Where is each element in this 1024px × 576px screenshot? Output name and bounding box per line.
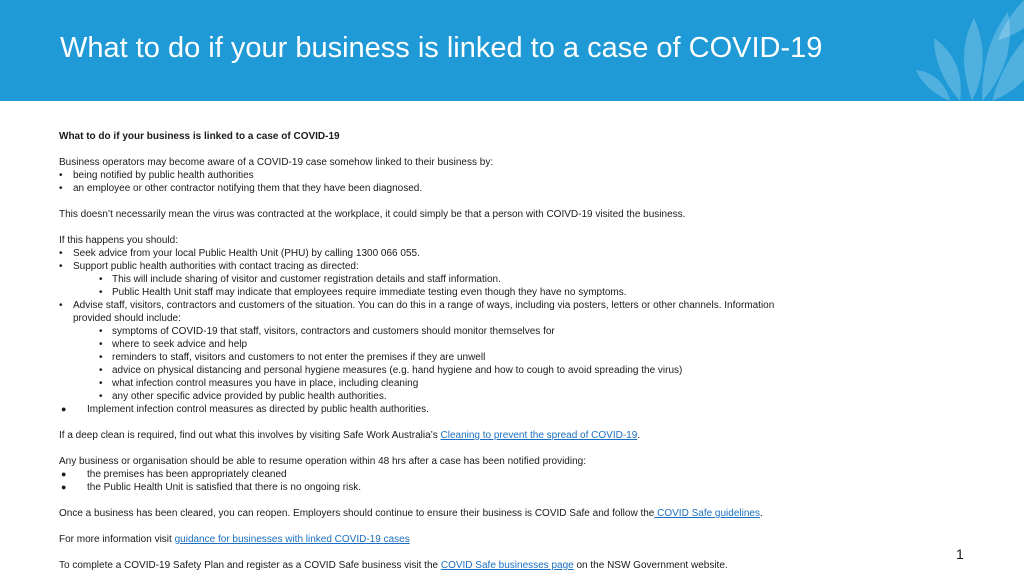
cleaning-guide-link[interactable]: Cleaning to prevent the spread of COVID-19 — [440, 430, 638, 441]
sub-list-item: • symptoms of COVID-19 that staff, visitors, contractors and customers should monitor themselves for — [99, 326, 555, 337]
list-item: • Advise staff, visitors, contractors and customers of the situation. You can do this in a range of ways, including via posters, letters or other channels. Information — [59, 300, 775, 311]
bullet-icon: • — [59, 248, 63, 259]
sub-list-item: • Public Health Unit staff may indicate that employees require immediate testing even though they have no symptoms. — [99, 287, 627, 298]
bullet-icon: • — [99, 378, 103, 389]
list-item: ● the premises has been appropriately cleaned — [61, 469, 287, 480]
linked-cases-guidance-link[interactable]: guidance for businesses with linked COVID-19 cases — [174, 534, 410, 545]
safety-plan-text: To complete a COVID-19 Safety Plan and register as a COVID Safe business visit the COVID Safe businesses page on the NSW Government website. — [59, 560, 728, 571]
sub-list-item: • any other specific advice provided by public health authorities. — [99, 391, 387, 402]
bullet-icon: • — [59, 183, 63, 194]
list-item-continuation: provided should include: — [73, 313, 181, 324]
intro-text: Business operators may become aware of a COVID-19 case somehow linked to their business by: — [59, 157, 494, 168]
list-item: • an employee or other contractor notifying them that they have been diagnosed. — [59, 183, 423, 194]
list-item: ● Implement infection control measures as directed by public health authorities. — [61, 404, 429, 415]
more-info-text: For more information visit guidance for businesses with linked COVID-19 cases — [59, 534, 410, 545]
title-banner — [0, 0, 1024, 101]
list-item: ● the Public Health Unit is satisfied that there is no ongoing risk. — [61, 482, 362, 493]
sub-list-item: • reminders to staff, visitors and customers to not enter the premises if they are unwell — [99, 352, 486, 363]
bullet-icon: • — [99, 352, 103, 363]
deep-clean-text: If a deep clean is required, find out what this involves by visiting Safe Work Australia’s Cleaning to prevent the spread of COVID-19. — [59, 430, 641, 441]
list-item: • being notified by public health authorities — [59, 170, 254, 181]
slide-title: What to do if your business is linked to a case of COVID-19 — [60, 32, 823, 64]
bullet-icon: • — [59, 170, 63, 181]
covid-safe-businesses-link[interactable]: COVID Safe businesses page — [440, 560, 574, 571]
round-bullet-icon: ● — [61, 404, 67, 414]
reopen-text: Once a business has been cleared, you can reopen. Employers should continue to ensure their business is COVID Safe and follow the COVID Safe guidelines. — [59, 508, 763, 519]
page-number: 1 — [956, 546, 964, 562]
bullet-icon: • — [99, 326, 103, 337]
bullet-icon: • — [99, 391, 103, 402]
resume-text: Any business or organisation should be able to resume operation within 48 hrs after a case has been notified providing: — [59, 456, 586, 467]
sub-list-item: • advice on physical distancing and personal hygiene measures (e.g. hand hygiene and how to cough to avoid spreading the virus) — [99, 365, 683, 376]
sub-list-item: • what infection control measures you have in place, including cleaning — [99, 378, 419, 389]
list-item: • Support public health authorities with contact tracing as directed: — [59, 261, 359, 272]
sub-list-item: • This will include sharing of visitor and customer registration details and staff information. — [99, 274, 501, 285]
waratah-logo-icon — [900, 0, 1024, 101]
round-bullet-icon: ● — [61, 469, 67, 479]
body-heading: What to do if your business is linked to a case of COVID-19 — [59, 131, 340, 142]
bullet-icon: • — [99, 287, 103, 298]
bullet-icon: • — [59, 261, 63, 272]
covid-safe-guidelines-link[interactable]: COVID Safe guidelines — [654, 508, 760, 519]
bullet-icon: • — [99, 274, 103, 285]
not-necessarily-text: This doesn’t necessarily mean the virus was contracted at the workplace, it could simply be that a person with COIVD-19 visited the business. — [59, 209, 686, 220]
list-item: • Seek advice from your local Public Health Unit (PHU) by calling 1300 066 055. — [59, 248, 420, 259]
bullet-icon: • — [99, 339, 103, 350]
bullet-icon: • — [99, 365, 103, 376]
sub-list-item: • where to seek advice and help — [99, 339, 248, 350]
document-body — [59, 130, 989, 572]
if-happens-text: If this happens you should: — [59, 235, 178, 246]
round-bullet-icon: ● — [61, 482, 67, 492]
bullet-icon: • — [59, 300, 63, 311]
